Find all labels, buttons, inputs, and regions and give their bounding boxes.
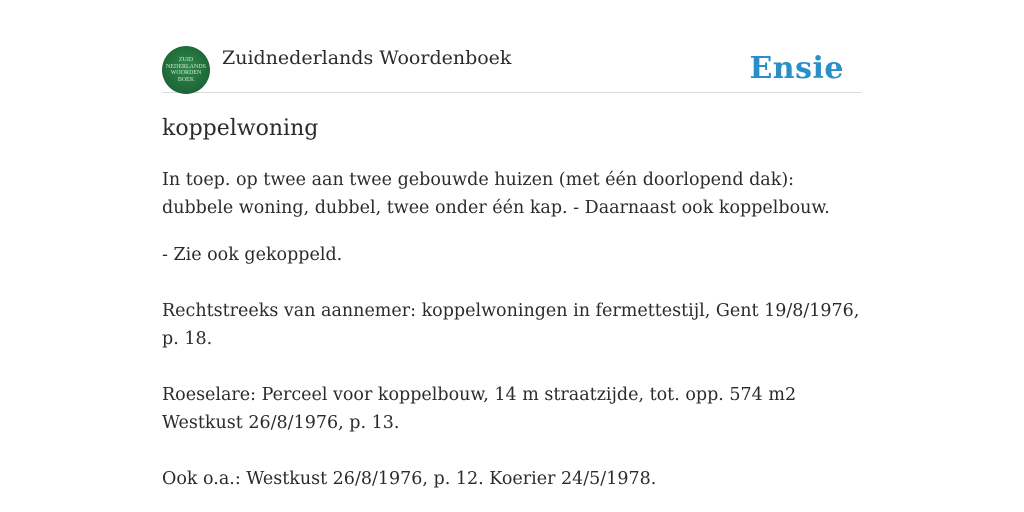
entry-content: [162, 114, 862, 493]
dictionary-name-link[interactable]: Zuidnederlands Woordenboek: [222, 47, 512, 69]
logo-line-1: ZUID: [178, 57, 194, 63]
entry-term: koppelwoning: [162, 116, 319, 141]
citation-paragraph: Ook o.a.: Westkust 26/8/1976, p. 12. Koerier 24/5/1978.: [162, 469, 657, 489]
logo-line-4: BOEK: [177, 76, 195, 83]
citation-paragraph: Roeselare: Perceel voor koppelbouw, 14 m straatzijde, tot. opp. 574 m2 Westkust 26/8/1976, p. 13.: [162, 385, 797, 433]
definition-paragraph: In toep. op twee aan twee gebouwde huizen (met één doorlopend dak): dubbele woning, dubbel, twee onder één kap. - Daarnaast ook koppelbouw.: [162, 170, 830, 218]
dictionary-logo[interactable]: [162, 46, 210, 94]
citation-paragraph: Rechtstreeks van aannemer: koppelwoningen in fermettestijl, Gent 19/8/1976, p. 18.: [162, 301, 860, 349]
site-header: [162, 46, 862, 93]
see-also-paragraph: - Zie ook gekoppeld.: [162, 245, 343, 265]
logo-line-3: WOORDEN: [170, 70, 202, 76]
logo-line-2: NEDERLANDS: [166, 63, 206, 70]
ensie-brand-logo[interactable]: Ensie: [749, 51, 844, 86]
